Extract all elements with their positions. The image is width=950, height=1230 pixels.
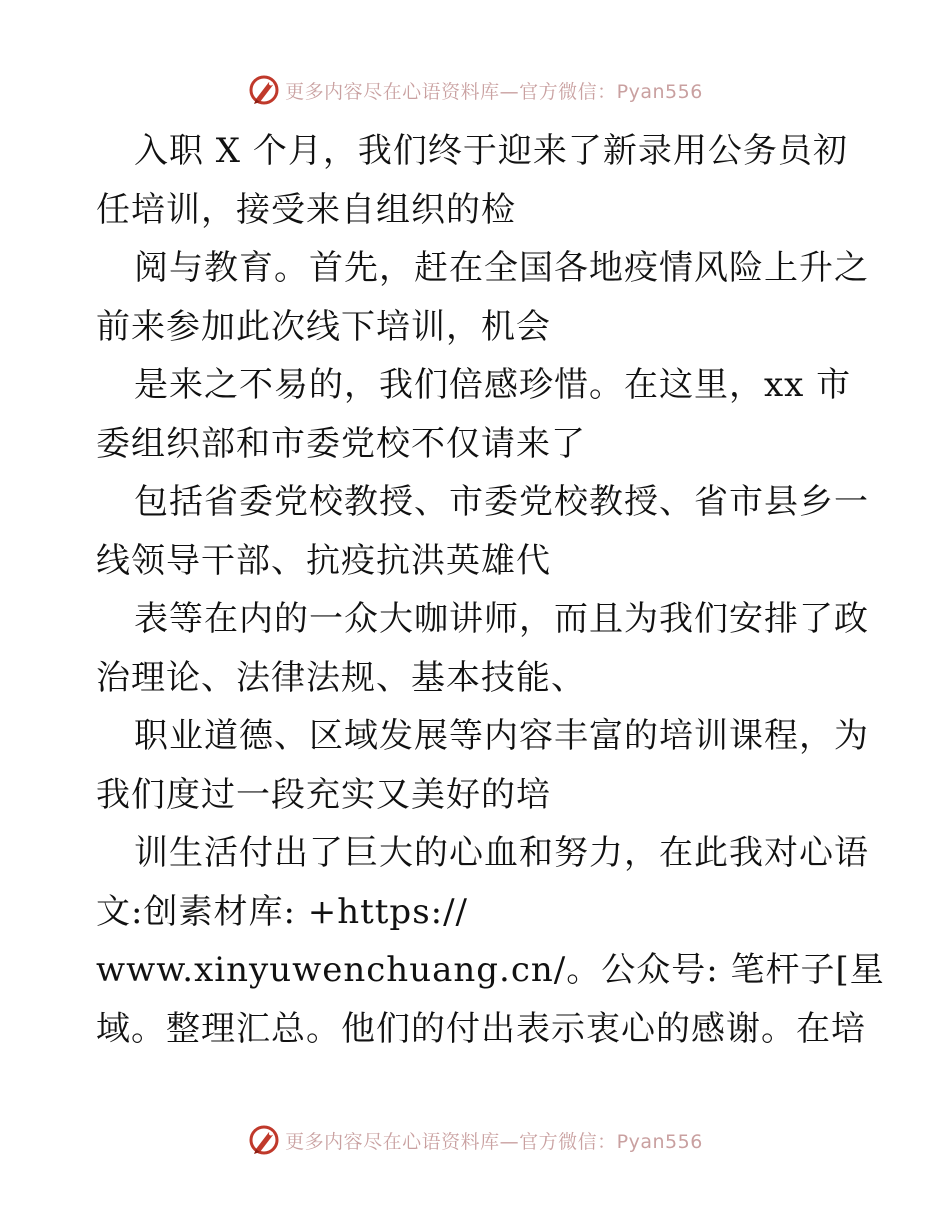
body-line: 入职 X 个月，我们终于迎来了新录用公务员初 (134, 131, 848, 171)
body-line: www.xinyuwenchuang.cn/。公众号: 笔杆子[星 (96, 950, 885, 990)
body-line: 治理论、法律法规、基本技能、 (96, 657, 586, 698)
body-line: 训生活付出了巨大的心血和努力，在此我对心语 (134, 833, 869, 873)
pen-logo-icon (247, 1123, 281, 1157)
body-line: 表等在内的一众大咖讲师，而且为我们安排了政 (134, 599, 869, 639)
body-line: 域。整理汇总。他们的付出表示衷心的感谢。在培 (96, 1008, 866, 1049)
body-line: 文:创素材库: +https:// (96, 891, 469, 932)
header-banner-text: 更多内容尽在心语资料库—官方微信：Pyan556 (285, 80, 703, 103)
body-line: 线领导干部、抗疫抗洪英雄代 (96, 540, 551, 581)
document-body (96, 122, 885, 1058)
body-line: 委组织部和市委党校不仅请来了 (96, 423, 586, 464)
footer-watermark-banner (0, 1122, 950, 1158)
body-line: 前来参加此次线下培训，机会 (96, 306, 551, 347)
footer-banner-text: 更多内容尽在心语资料库—官方微信：Pyan556 (285, 1130, 703, 1153)
body-line: 是来之不易的，我们倍感珍惜。在这里，xx 市 (134, 365, 852, 405)
body-line: 阅与教育。首先，赶在全国各地疫情风险上升之 (134, 248, 869, 288)
header-watermark-banner (0, 72, 950, 108)
body-line: 包括省委党校教授、市委党校教授、省市县乡一 (134, 482, 869, 522)
body-line: 我们度过一段充实又美好的培 (96, 774, 551, 815)
pen-logo-icon (247, 73, 281, 107)
body-line: 任培训，接受来自组织的检 (96, 189, 516, 230)
body-line: 职业道德、区域发展等内容丰富的培训课程，为 (134, 716, 869, 756)
